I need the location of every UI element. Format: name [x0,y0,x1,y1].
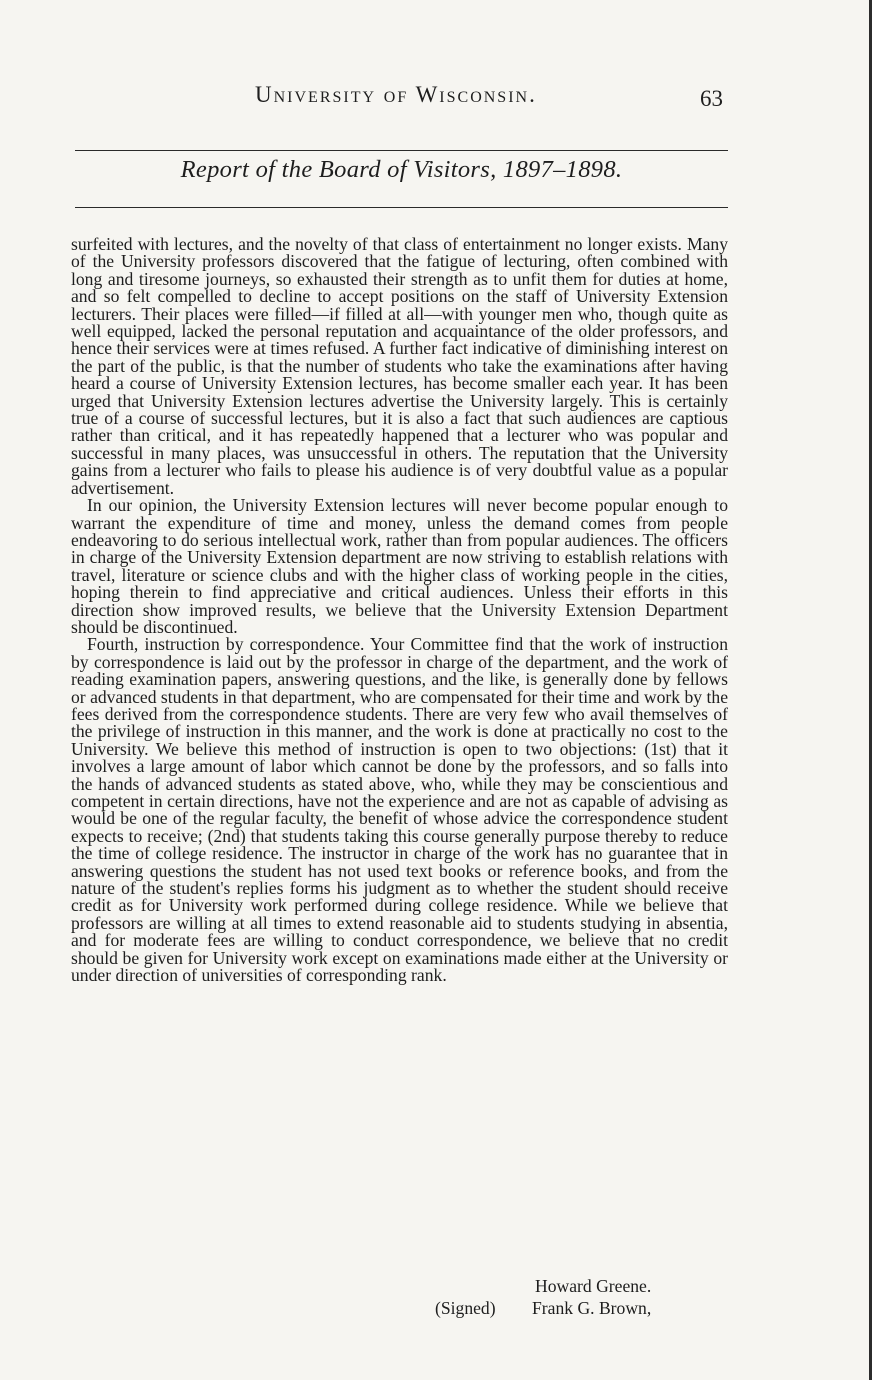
header-rule-bottom [75,207,728,208]
signature-row-2 [0,1297,872,1319]
report-title: Report of the Board of Visitors, 1897–1898. [180,156,623,183]
signature-row-1 [0,1275,872,1297]
running-title: University of Wisconsin. [255,82,537,107]
signatory-name: Howard Greene. [535,1276,652,1296]
header-rule-top [75,150,728,151]
body-text [71,236,728,984]
paragraph-extension-opinion: In our opinion, the University Extension lectures will never become popular enough to warrant the expenditure of time and money, unless the demand comes from people endeavoring to do serious intellectual work, rather than from popular audiences. The officers in charge of the University Extension department are now striving to establish relations with travel, literature or science clubs and with the higher class of working people in the cities, hoping therein to find appreciative and critical audiences. Unless their efforts in this direction show improved results, we believe that the University Extension Department should be discontinued. [71,495,728,637]
page-number: 63 [700,86,723,111]
running-head [0,82,872,116]
signatory-name: Frank G. Brown, [532,1298,652,1318]
signed-label: (Signed) [435,1298,496,1318]
paragraph-correspondence: Fourth, instruction by correspondence. Your Committee find that the work of instruction by correspondence is laid out by the professor in charge of the department, and the work of reading examination papers, answering questions, and the like, is generally done by fellows or advanced students in that department, who are compensated for their time and work by the fees derived from the correspondence students. There are very few who avail themselves of the privilege of instruction in this manner, and the work is done at practically no cost to the University. We believe this method of instruction is open to two objections: (1st) that it involves a large amount of labor which cannot be done by the professors, and so falls into the hands of advanced students as stated above, who, while they may be conscientious and competent in certain directions, have not the experience and are not as capable of advising as would be one of the regular faculty, the benefit of whose advice the correspondence student expects to receive; (2nd) that students taking this course generally purpose thereby to reduce the time of college residence. The instructor in charge of the work has no guarantee that in answering questions the student has not used text books or reference books, and from the nature of the student's replies forms his judgment as to whether the student should receive credit as for University work performed during college residence. While we believe that professors are willing at all times to extend reasonable aid to students studying in absentia, and for moderate fees are willing to conduct correspondence, we believe that no credit should be given for University work except on examinations made either at the University or under direction of universities of corresponding rank. [71,634,728,986]
paragraph-continued: surfeited with lectures, and the novelty of that class of entertainment no longer exists. Many of the University professors discovered that the fatigue of lecturing, often combined with long and tiresome journeys, so exhausted their strength as to unfit them for duties at home, and so felt compelled to decline to accept positions on the staff of University Extension lecturers. Their places were filled—if filled at all—with younger men who, though quite as well equipped, lacked the personal reputation and acquaintance of the older professors, and hence their services were at times refused. A further fact indicative of diminishing interest on the part of the public, is that the number of students who take the examinations after having heard a course of University Extension lectures, has become smaller each year. It has been urged that University Extension lectures advertise the University largely. This is certainly true of a course of successful lectures, but it is also a fact that such audiences are captious rather than critical, and it has repeatedly happened that a lecturer who was popular and successful in many places, was unsuccessful in others. The reputation that the University gains from a lecturer who fails to please his audience is of very doubtful value as a popular advertisement. [71,234,728,498]
signature-block [0,1275,872,1319]
